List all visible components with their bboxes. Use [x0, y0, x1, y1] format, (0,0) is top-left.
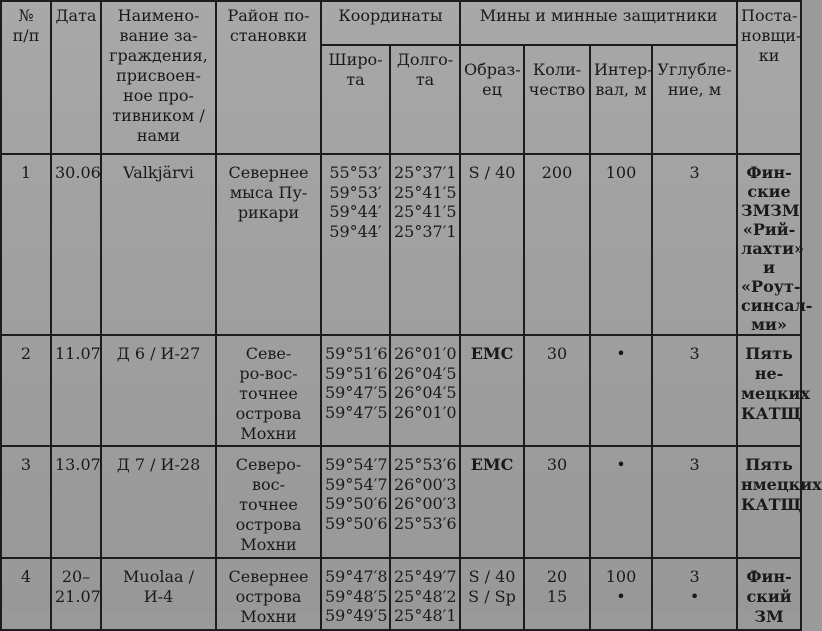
cell-area: Севернее мыса Пу- рикари [216, 154, 321, 335]
header-mines: Мины и минные защитники [460, 1, 737, 45]
cell-sample: ЕМС [460, 335, 524, 446]
cell-interval: 100 [590, 154, 652, 335]
cell-lat: 59°51′6 59°51′6 59°47′5 59°47′5 [321, 335, 390, 446]
cell-num: 3 [1, 446, 51, 558]
cell-date: 20– 21.07 [51, 558, 101, 630]
header-sample: Образ- ец [460, 45, 524, 154]
header-row-1 [1, 1, 801, 45]
cell-depth: 3 • [652, 558, 737, 630]
cell-lat: 59°47′8 59°48′5 59°49′5 [321, 558, 390, 630]
cell-depth: 3 [652, 446, 737, 558]
table-row [1, 335, 801, 446]
cell-qty: 200 [524, 154, 590, 335]
cell-date: 13.07 [51, 446, 101, 558]
table-row [1, 446, 801, 558]
cell-interval: • [590, 335, 652, 446]
cell-interval: • [590, 446, 652, 558]
cell-date: 30.06 [51, 154, 101, 335]
cell-depth: 3 [652, 335, 737, 446]
cell-lon: 25°49′7 25°48′2 25°48′1 [390, 558, 460, 630]
cell-lat: 59°54′7 59°54′7 59°50′6 59°50′6 [321, 446, 390, 558]
cell-lat: 55°53′ 59°53′ 59°44′ 59°44′ [321, 154, 390, 335]
header-qty: Коли- чество [524, 45, 590, 154]
table-row [1, 154, 801, 335]
cell-area: Севе- ро-вос- точнее острова Мохни [216, 335, 321, 446]
cell-name: Д 7 / И-28 [101, 446, 216, 558]
cell-layers: Фин- ский ЗМ [737, 558, 801, 630]
cell-name: Д 6 / И-27 [101, 335, 216, 446]
header-lat: Широ- та [321, 45, 390, 154]
cell-depth: 3 [652, 154, 737, 335]
cell-name: Muolaa / И-4 [101, 558, 216, 630]
cell-num: 4 [1, 558, 51, 630]
table-row [1, 558, 801, 630]
header-interval: Интер- вал, м [590, 45, 652, 154]
header-lon: Долго- та [390, 45, 460, 154]
cell-name: Valkjärvi [101, 154, 216, 335]
cell-num: 2 [1, 335, 51, 446]
cell-interval: 100 • [590, 558, 652, 630]
cell-date: 11.07 [51, 335, 101, 446]
header-depth: Углубле- ние, м [652, 45, 737, 154]
cell-sample: S / 40 S / Sp [460, 558, 524, 630]
cell-area: Северо- вос- точнее острова Мохни [216, 446, 321, 558]
header-num: № п/п [1, 1, 51, 154]
header-layers: Поста- новщи- ки [737, 1, 801, 154]
cell-layers: Пять нмецких КАТЩ [737, 446, 801, 558]
cell-sample: S / 40 [460, 154, 524, 335]
header-area: Район по- становки [216, 1, 321, 154]
header-date: Дата [51, 1, 101, 154]
cell-lon: 25°37′1 25°41′5 25°41′5 25°37′1 [390, 154, 460, 335]
cell-qty: 30 [524, 446, 590, 558]
cell-layers: Пять не- мецких КАТЩ [737, 335, 801, 446]
header-name: Наимено- вание за- граждения, присвоен- ное про- тивником / нами [101, 1, 216, 154]
cell-lon: 26°01′0 26°04′5 26°04′5 26°01′0 [390, 335, 460, 446]
cell-qty: 20 15 [524, 558, 590, 630]
header-coords: Координаты [321, 1, 460, 45]
cell-sample: ЕМС [460, 446, 524, 558]
cell-area: Севернее острова Мохни [216, 558, 321, 630]
cell-lon: 25°53′6 26°00′3 26°00′3 25°53′6 [390, 446, 460, 558]
cell-num: 1 [1, 154, 51, 335]
cell-qty: 30 [524, 335, 590, 446]
cell-layers: Фин- ские ЗМЗМ «Рий- лахти» и «Роут- синсал- ми» [737, 154, 801, 335]
